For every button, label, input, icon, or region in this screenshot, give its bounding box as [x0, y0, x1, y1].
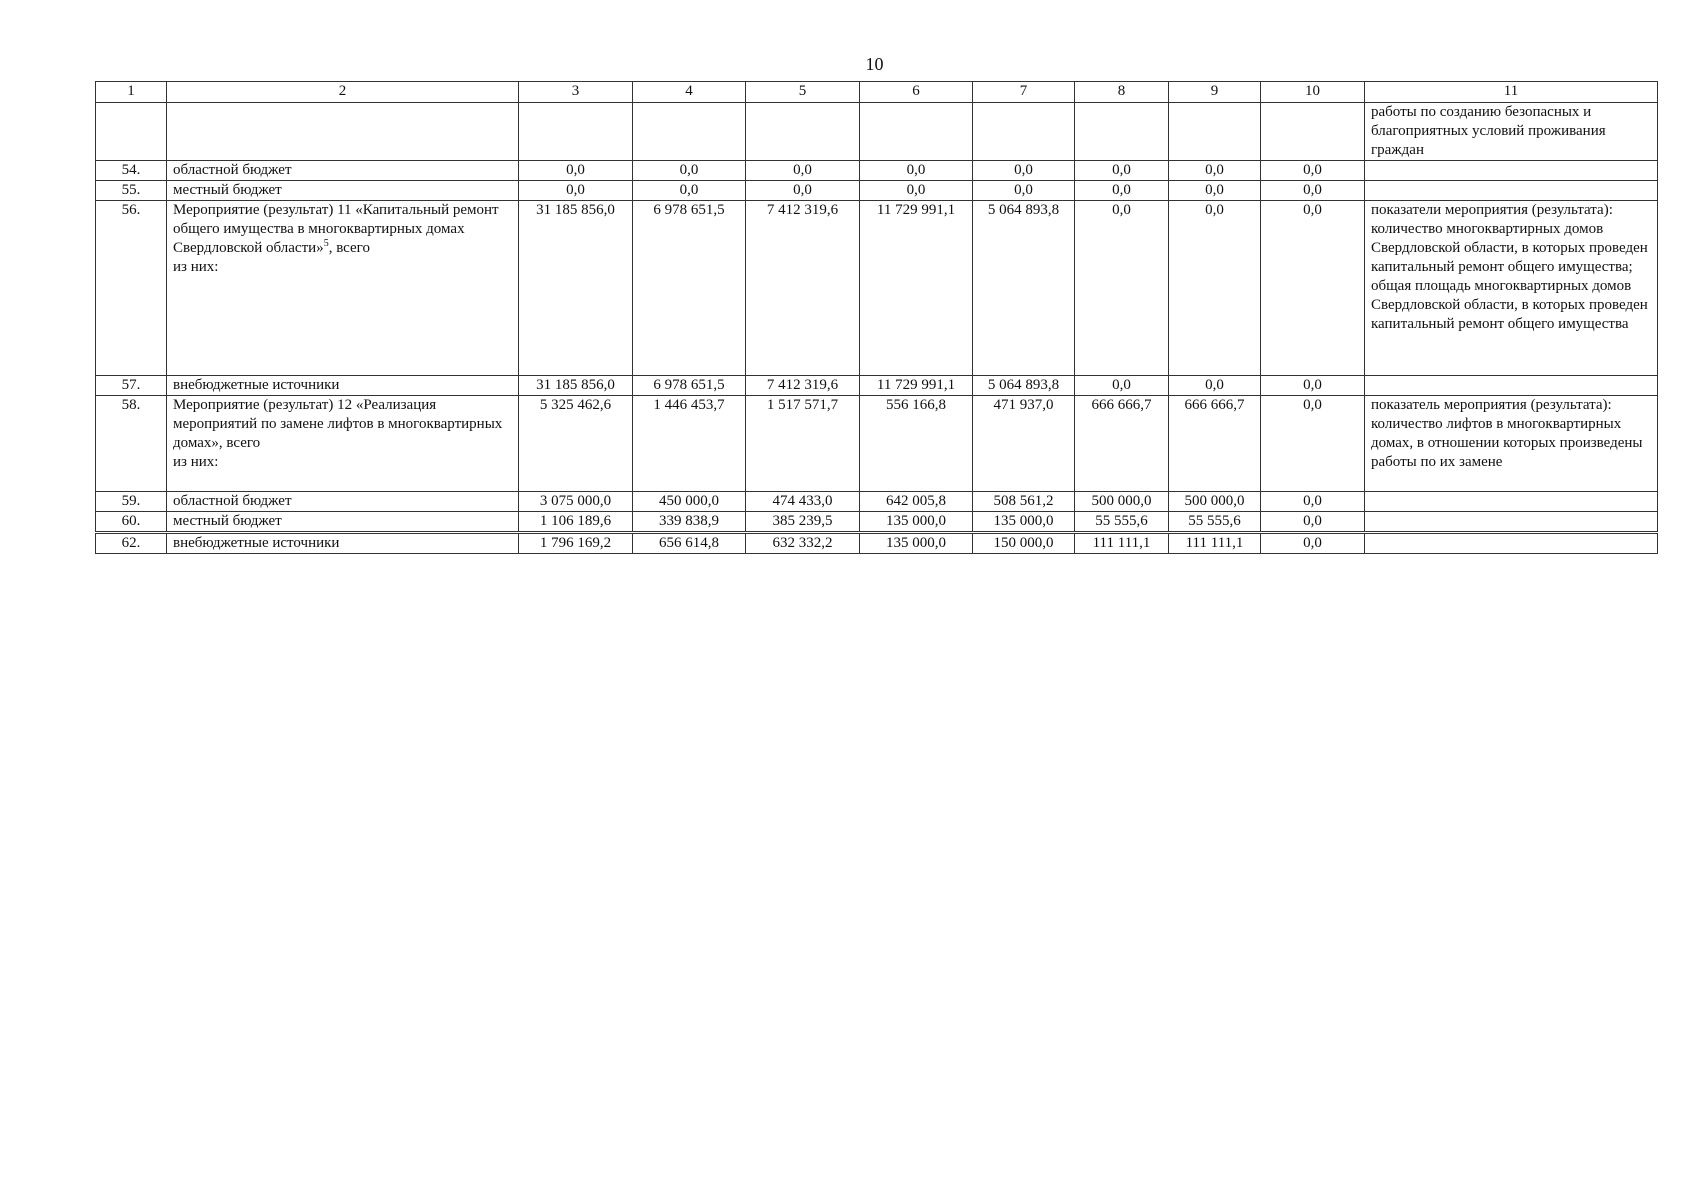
- header-cell: 9: [1169, 82, 1261, 103]
- value-cell: 0,0: [1261, 533, 1365, 554]
- value-cell: 0,0: [519, 161, 633, 181]
- note-cell: [1365, 492, 1658, 512]
- value-cell: 0,0: [1261, 512, 1365, 533]
- value-cell: 5 064 893,8: [973, 376, 1075, 396]
- value-cell: 500 000,0: [1169, 492, 1261, 512]
- table-row: [96, 492, 1658, 512]
- value-cell: 135 000,0: [860, 512, 973, 533]
- value-cell: 11 729 991,1: [860, 201, 973, 376]
- value-cell: 450 000,0: [633, 492, 746, 512]
- row-name: областной бюджет: [167, 492, 519, 512]
- value-cell: 0,0: [633, 161, 746, 181]
- value-cell: 6 978 651,5: [633, 376, 746, 396]
- row-number: 60.: [96, 512, 167, 533]
- row-name-tail: , всего: [328, 240, 370, 256]
- row-name: областной бюджет: [167, 161, 519, 181]
- table-row: [96, 512, 1658, 533]
- value-cell: 150 000,0: [973, 533, 1075, 554]
- value-cell: 632 332,2: [746, 533, 860, 554]
- header-cell: 5: [746, 82, 860, 103]
- row-number: 57.: [96, 376, 167, 396]
- value-cell: 0,0: [1075, 376, 1169, 396]
- value-cell: 0,0: [1261, 201, 1365, 376]
- header-cell: 7: [973, 82, 1075, 103]
- table-row-continuation: [96, 103, 1658, 161]
- header-cell: 2: [167, 82, 519, 103]
- note-cell: [1365, 161, 1658, 181]
- value-cell: 0,0: [1261, 396, 1365, 492]
- value-cell: 1 446 453,7: [633, 396, 746, 492]
- value-cell: 111 111,1: [1075, 533, 1169, 554]
- header-cell: 1: [96, 82, 167, 103]
- value-cell: 0,0: [1261, 181, 1365, 201]
- table-row: [96, 181, 1658, 201]
- row-name: местный бюджет: [167, 181, 519, 201]
- value-cell: 55 555,6: [1075, 512, 1169, 533]
- note-cell: [1365, 512, 1658, 533]
- value-cell: 1 106 189,6: [519, 512, 633, 533]
- value-cell: 0,0: [1261, 161, 1365, 181]
- value-cell: 0,0: [746, 181, 860, 201]
- value-cell: 135 000,0: [860, 533, 973, 554]
- header-cell: 8: [1075, 82, 1169, 103]
- value-cell: 0,0: [519, 181, 633, 201]
- note-cell: [1365, 181, 1658, 201]
- value-cell: 666 666,7: [1169, 396, 1261, 492]
- value-cell: 31 185 856,0: [519, 376, 633, 396]
- value-cell: 471 937,0: [973, 396, 1075, 492]
- value-cell: 3 075 000,0: [519, 492, 633, 512]
- value-cell: 0,0: [633, 181, 746, 201]
- page-number: 10: [865, 54, 884, 74]
- row-name-main: Мероприятие (результат) 11 «Капитальный ремонт общего имущества в многоквартирных домах Свердловской области»: [173, 202, 499, 256]
- value-cell: 7 412 319,6: [746, 376, 860, 396]
- table-row: [96, 161, 1658, 181]
- table-row: [96, 396, 1658, 492]
- table-row: [96, 376, 1658, 396]
- value-cell: 0,0: [1169, 201, 1261, 376]
- header-row: [96, 82, 1658, 103]
- header-cell: 4: [633, 82, 746, 103]
- value-cell: 111 111,1: [1169, 533, 1261, 554]
- row-number: 56.: [96, 201, 167, 376]
- header-cell: 6: [860, 82, 973, 103]
- note-cell: показатель мероприятия (результата): количество лифтов в многоквартирных домах, в отношении которых произведены работы по их замене: [1365, 396, 1658, 492]
- footnote-marker: 5: [323, 238, 329, 249]
- value-cell: 31 185 856,0: [519, 201, 633, 376]
- value-cell: 135 000,0: [973, 512, 1075, 533]
- row-name-sub: из них:: [173, 454, 219, 470]
- value-cell: 666 666,7: [1075, 396, 1169, 492]
- row-name: внебюджетные источники: [167, 533, 519, 554]
- value-cell: 5 064 893,8: [973, 201, 1075, 376]
- value-cell: 508 561,2: [973, 492, 1075, 512]
- value-cell: 0,0: [1261, 376, 1365, 396]
- row-number: 59.: [96, 492, 167, 512]
- table-row: [96, 201, 1658, 376]
- value-cell: 474 433,0: [746, 492, 860, 512]
- value-cell: 6 978 651,5: [633, 201, 746, 376]
- value-cell: 11 729 991,1: [860, 376, 973, 396]
- row-name: внебюджетные источники: [167, 376, 519, 396]
- note-cell: [1365, 533, 1658, 554]
- row-number: 62.: [96, 533, 167, 554]
- row-name: местный бюджет: [167, 512, 519, 533]
- value-cell: 1 796 169,2: [519, 533, 633, 554]
- row-number: 58.: [96, 396, 167, 492]
- value-cell: 5 325 462,6: [519, 396, 633, 492]
- header-cell: 11: [1365, 82, 1658, 103]
- value-cell: 0,0: [1075, 161, 1169, 181]
- row-number: 55.: [96, 181, 167, 201]
- value-cell: 55 555,6: [1169, 512, 1261, 533]
- value-cell: 0,0: [1169, 161, 1261, 181]
- value-cell: 385 239,5: [746, 512, 860, 533]
- budget-table: [95, 81, 1658, 554]
- note-cell: [1365, 376, 1658, 396]
- note-cell: показатели мероприятия (результата): количество многоквартирных домов Свердловской области, в которых проведен капитальный ремонт общего имущества; общая площадь многоквартирных домов Свердловской области, в которых проведен капитальный ремонт общего имущества: [1365, 201, 1658, 376]
- value-cell: 0,0: [973, 181, 1075, 201]
- header-cell: 10: [1261, 82, 1365, 103]
- row-name-main: Мероприятие (результат) 12 «Реализация мероприятий по замене лифтов в многоквартирных домах», всего: [173, 397, 503, 451]
- value-cell: 0,0: [746, 161, 860, 181]
- value-cell: 0,0: [1261, 492, 1365, 512]
- value-cell: 556 166,8: [860, 396, 973, 492]
- value-cell: 0,0: [860, 181, 973, 201]
- value-cell: 0,0: [1075, 181, 1169, 201]
- value-cell: 0,0: [1075, 201, 1169, 376]
- value-cell: 0,0: [1169, 181, 1261, 201]
- row-number: 54.: [96, 161, 167, 181]
- table-row: [96, 533, 1658, 554]
- row-name-sub: из них:: [173, 259, 219, 275]
- value-cell: 0,0: [1169, 376, 1261, 396]
- value-cell: 0,0: [860, 161, 973, 181]
- row-name: [167, 201, 519, 376]
- header-cell: 3: [519, 82, 633, 103]
- value-cell: 7 412 319,6: [746, 201, 860, 376]
- value-cell: 656 614,8: [633, 533, 746, 554]
- value-cell: 1 517 571,7: [746, 396, 860, 492]
- value-cell: 642 005,8: [860, 492, 973, 512]
- value-cell: 500 000,0: [1075, 492, 1169, 512]
- value-cell: 339 838,9: [633, 512, 746, 533]
- note-cell: работы по созданию безопасных и благоприятных условий проживания граждан: [1365, 103, 1658, 161]
- value-cell: 0,0: [973, 161, 1075, 181]
- row-name: [167, 396, 519, 492]
